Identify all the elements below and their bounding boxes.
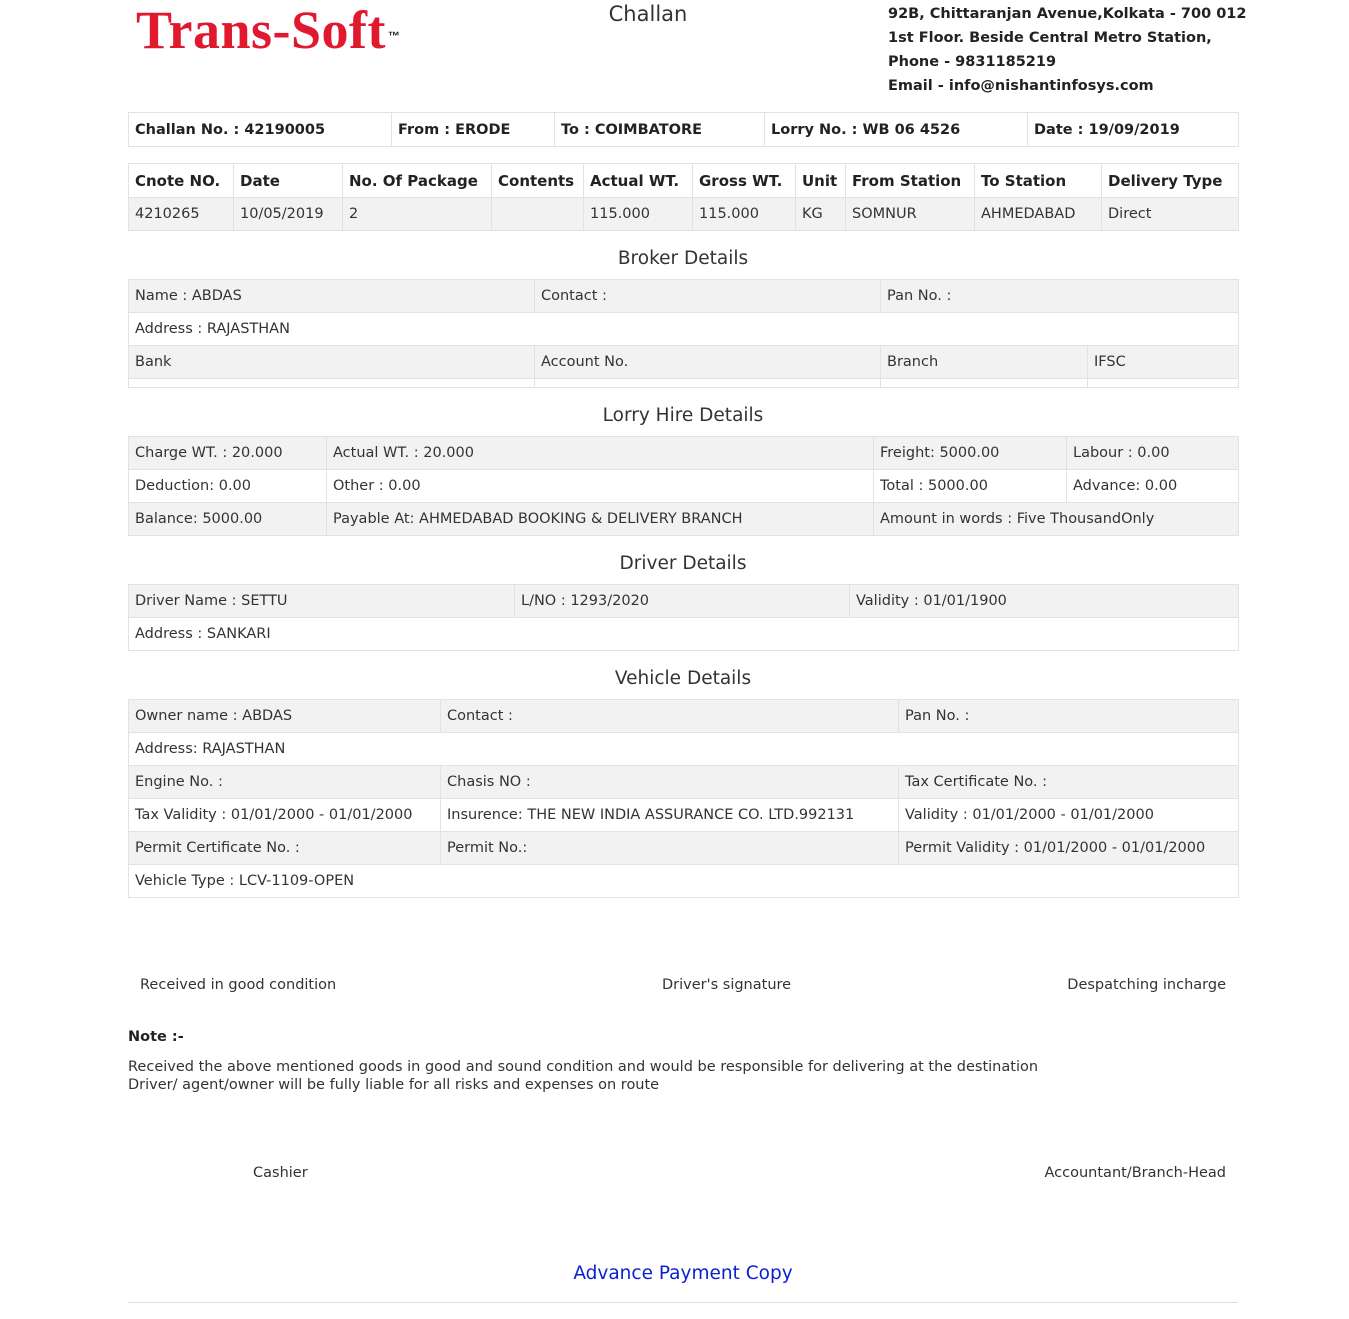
actual-weight: Actual WT. : 20.000 (327, 437, 874, 470)
vehicle-details-title: Vehicle Details (614, 668, 752, 689)
company-email: Email - info@nishantinfosys.com (888, 78, 1154, 94)
table-cell: SOMNUR (846, 198, 975, 231)
table-cell: 2 (343, 198, 492, 231)
advance: Advance: 0.00 (1067, 470, 1239, 503)
other: Other : 0.00 (327, 470, 874, 503)
company-address-block (888, 2, 1247, 98)
challan-from: From : ERODE (392, 113, 555, 147)
despatching-signature-label: Despatching incharge (1067, 977, 1226, 993)
broker-details-table (128, 279, 1239, 388)
col-header: Unit (796, 164, 846, 198)
broker-contact: Contact : (535, 280, 881, 313)
broker-address: Address : RAJASTHAN (129, 313, 1239, 346)
table-cell: Direct (1102, 198, 1239, 231)
owner-name: Owner name : ABDAS (129, 700, 441, 733)
payable-at: Payable At: AHMEDABAD BOOKING & DELIVERY BRANCH (327, 503, 874, 536)
broker-name: Name : ABDAS (129, 280, 535, 313)
note-line-1: Received the above mentioned goods in good and sound condition and would be responsible for delivering at the destination (128, 1059, 1039, 1075)
table-row (129, 198, 1239, 231)
freight: Freight: 5000.00 (874, 437, 1067, 470)
labour: Labour : 0.00 (1067, 437, 1239, 470)
table-cell: 4210265 (129, 198, 234, 231)
permit-certificate-number: Permit Certificate No. : (129, 832, 441, 865)
amount-in-words: Amount in words : Five ThousandOnly (874, 503, 1239, 536)
vehicle-type: Vehicle Type : LCV-1109-OPEN (129, 865, 1239, 898)
col-header: Actual WT. (584, 164, 693, 198)
cashier-signature-label: Cashier (253, 1165, 308, 1181)
balance: Balance: 5000.00 (129, 503, 327, 536)
company-phone: Phone - 9831185219 (888, 54, 1057, 70)
driver-details-table (128, 584, 1239, 651)
empty-cell (129, 379, 535, 388)
footer-divider (128, 1302, 1238, 1303)
table-cell: 115.000 (584, 198, 693, 231)
broker-details-title: Broker Details (617, 248, 749, 269)
insurance: Insurence: THE NEW INDIA ASSURANCE CO. LTD.992131 (441, 799, 899, 832)
challan-info-table (128, 112, 1239, 147)
broker-ifsc: IFSC (1088, 346, 1239, 379)
owner-contact: Contact : (441, 700, 899, 733)
copy-label: Advance Payment Copy (573, 1263, 793, 1284)
lorry-number: Lorry No. : WB 06 4526 (765, 113, 1028, 147)
logo-text: Trans-Soft (136, 0, 387, 60)
empty-cell (1088, 379, 1239, 388)
broker-account: Account No. (535, 346, 881, 379)
col-header: No. Of Package (343, 164, 492, 198)
lorry-hire-table (128, 436, 1239, 536)
driver-name: Driver Name : SETTU (129, 585, 515, 618)
engine-number: Engine No. : (129, 766, 441, 799)
tax-certificate-number: Tax Certificate No. : (899, 766, 1239, 799)
permit-validity: Permit Validity : 01/01/2000 - 01/01/2000 (899, 832, 1239, 865)
challan-date: Date : 19/09/2019 (1028, 113, 1239, 147)
driver-validity: Validity : 01/01/1900 (850, 585, 1239, 618)
chasis-number: Chasis NO : (441, 766, 899, 799)
accountant-signature-label: Accountant/Branch-Head (1044, 1165, 1226, 1181)
table-cell: KG (796, 198, 846, 231)
challan-to: To : COIMBATORE (555, 113, 765, 147)
broker-bank: Bank (129, 346, 535, 379)
insurance-validity: Validity : 01/01/2000 - 01/01/2000 (899, 799, 1239, 832)
driver-address: Address : SANKARI (129, 618, 1239, 651)
driver-license-no: L/NO : 1293/2020 (515, 585, 850, 618)
owner-pan: Pan No. : (899, 700, 1239, 733)
note-body (128, 1058, 1038, 1094)
vehicle-details-table (128, 699, 1239, 898)
note-line-2: Driver/ agent/owner will be fully liable for all risks and expenses on route (128, 1077, 660, 1093)
col-header: Date (234, 164, 343, 198)
received-signature-label: Received in good condition (140, 977, 337, 993)
charge-weight: Charge WT. : 20.000 (129, 437, 327, 470)
total: Total : 5000.00 (874, 470, 1067, 503)
col-header: To Station (975, 164, 1102, 198)
table-cell: 115.000 (693, 198, 796, 231)
owner-address: Address: RAJASTHAN (129, 733, 1239, 766)
cnote-table (128, 163, 1239, 231)
broker-branch: Branch (881, 346, 1088, 379)
empty-cell (535, 379, 881, 388)
col-header: Gross WT. (693, 164, 796, 198)
lorry-hire-title: Lorry Hire Details (602, 405, 764, 426)
tax-validity: Tax Validity : 01/01/2000 - 01/01/2000 (129, 799, 441, 832)
challan-number: Challan No. : 42190005 (129, 113, 392, 147)
col-header: Contents (492, 164, 584, 198)
address-line-1: 92B, Chittaranjan Avenue,Kolkata - 700 012 (888, 6, 1247, 22)
driver-details-title: Driver Details (619, 553, 747, 574)
col-header: Delivery Type (1102, 164, 1239, 198)
table-cell (492, 198, 584, 231)
cnote-header-row (129, 164, 1239, 198)
empty-cell (881, 379, 1088, 388)
table-cell: 10/05/2019 (234, 198, 343, 231)
permit-number: Permit No.: (441, 832, 899, 865)
note-heading: Note :- (128, 1029, 184, 1045)
col-header: From Station (846, 164, 975, 198)
driver-signature-label: Driver's signature (662, 977, 792, 993)
deduction: Deduction: 0.00 (129, 470, 327, 503)
page-title: Challan (608, 2, 688, 26)
address-line-2: 1st Floor. Beside Central Metro Station, (888, 30, 1212, 46)
company-logo (136, 2, 401, 58)
table-cell: AHMEDABAD (975, 198, 1102, 231)
col-header: Cnote NO. (129, 164, 234, 198)
broker-pan: Pan No. : (881, 280, 1239, 313)
trademark-mark: ™ (388, 29, 401, 43)
